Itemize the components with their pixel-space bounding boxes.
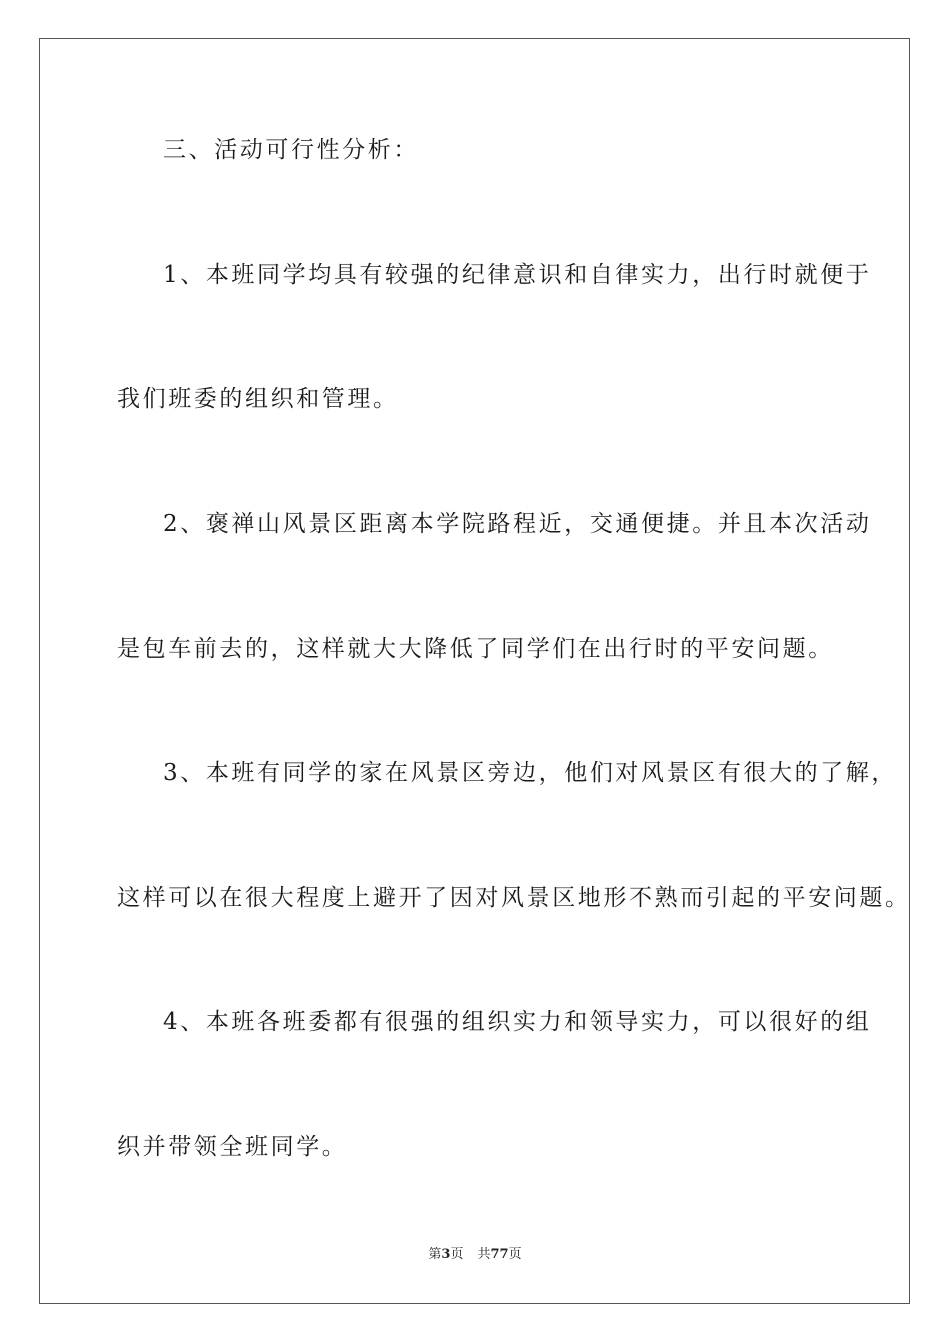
- paragraph-line: 3、本班有同学的家在风景区旁边，他们对风景区有很大的了解，: [163, 760, 898, 786]
- page-prefix: 第: [428, 1247, 442, 1262]
- paragraph-line: 我们班委的组织和管理。: [117, 386, 399, 412]
- paragraph-line: 这样可以在很大程度上避开了因对风景区地形不熟而引起的平安问题。: [117, 885, 911, 911]
- paragraph-line: 2、褒禅山风景区距离本学院路程近，交通便捷。并且本次活动: [163, 511, 872, 537]
- page-suffix: 页: [450, 1247, 464, 1262]
- page-footer: [0, 1246, 950, 1264]
- paragraph-line: 是包车前去的，这样就大大降低了同学们在出行时的平安问题。: [117, 636, 834, 662]
- total-pages: 77: [490, 1247, 509, 1262]
- total-prefix: 共: [477, 1247, 491, 1262]
- total-suffix: 页: [508, 1247, 522, 1262]
- paragraph-line: 织并带领全班同学。: [117, 1134, 348, 1160]
- paragraph-line: 4、本班各班委都有很强的组织实力和领导实力，可以很好的组: [163, 1009, 872, 1035]
- page-frame: [39, 38, 910, 1304]
- section-heading: 三、活动可行性分析：: [163, 137, 419, 163]
- page-number: 3: [441, 1247, 451, 1262]
- paragraph-line: 1、本班同学均具有较强的纪律意识和自律实力，出行时就便于: [163, 262, 872, 288]
